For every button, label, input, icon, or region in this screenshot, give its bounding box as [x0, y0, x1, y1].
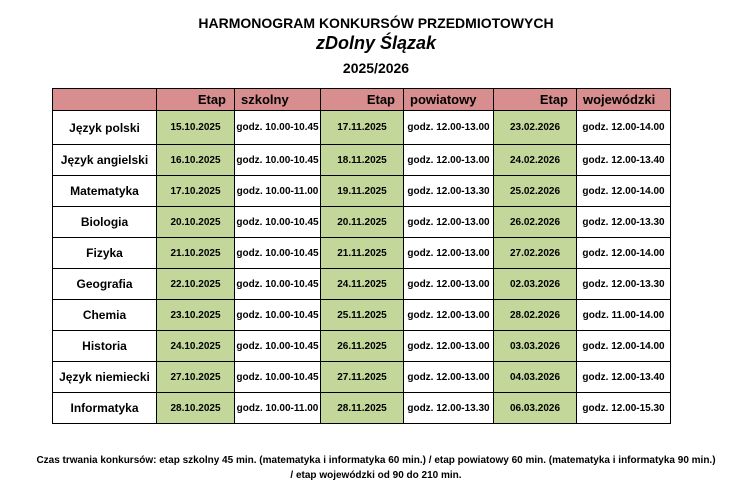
header-stage-county: powiatowy: [404, 89, 494, 111]
footer-note-line1: Czas trwania konkursów: etap szkolny 45 min. (matematyka i informatyka 60 min.) / etap powiatowy 60 min. (matematyka i informatyka 90 min.): [36, 455, 716, 466]
voivodeship-date-cell: 04.03.2026: [494, 362, 577, 393]
table-header-row: [53, 89, 671, 111]
table-row: [53, 145, 671, 176]
voivodeship-date-cell: 27.02.2026: [494, 238, 577, 269]
school-date-cell: 16.10.2025: [157, 145, 235, 176]
county-time-cell: godz. 12.00-13.00: [404, 207, 494, 238]
table-row: [53, 393, 671, 424]
school-time-cell: godz. 10.00-10.45: [235, 362, 321, 393]
voivodeship-time-cell: godz. 12.00-13.30: [577, 207, 671, 238]
voivodeship-date-cell: 03.03.2026: [494, 331, 577, 362]
header-etap-school: Etap: [157, 89, 235, 111]
school-year: 2025/2026: [342, 60, 410, 76]
voivodeship-date-cell: 24.02.2026: [494, 145, 577, 176]
voivodeship-time-cell: godz. 12.00-14.00: [577, 176, 671, 207]
subject-cell: Matematyka: [53, 176, 157, 207]
county-date-cell: 26.11.2025: [321, 331, 404, 362]
county-date-cell: 27.11.2025: [321, 362, 404, 393]
table-row: [53, 111, 671, 145]
county-date-cell: 19.11.2025: [321, 176, 404, 207]
school-date-cell: 21.10.2025: [157, 238, 235, 269]
county-time-cell: godz. 12.00-13.00: [404, 269, 494, 300]
school-date-cell: 17.10.2025: [157, 176, 235, 207]
county-time-cell: godz. 12.00-13.30: [404, 393, 494, 424]
county-time-cell: godz. 12.00-13.00: [404, 145, 494, 176]
school-time-cell: godz. 10.00-10.45: [235, 269, 321, 300]
school-date-cell: 15.10.2025: [157, 111, 235, 145]
table-row: [53, 207, 671, 238]
table-row: [53, 176, 671, 207]
subject-cell: Język angielski: [53, 145, 157, 176]
county-date-cell: 20.11.2025: [321, 207, 404, 238]
county-date-cell: 25.11.2025: [321, 300, 404, 331]
voivodeship-date-cell: 25.02.2026: [494, 176, 577, 207]
table-row: [53, 238, 671, 269]
school-time-cell: godz. 10.00-10.45: [235, 207, 321, 238]
school-date-cell: 24.10.2025: [157, 331, 235, 362]
school-time-cell: godz. 10.00-10.45: [235, 331, 321, 362]
school-time-cell: godz. 10.00-10.45: [235, 300, 321, 331]
header-stage-voivodeship: wojewódzki: [577, 89, 671, 111]
voivodeship-date-cell: 28.02.2026: [494, 300, 577, 331]
school-time-cell: godz. 10.00-11.00: [235, 393, 321, 424]
county-time-cell: godz. 12.00-13.00: [404, 331, 494, 362]
school-time-cell: godz. 10.00-10.45: [235, 238, 321, 269]
voivodeship-time-cell: godz. 12.00-13.30: [577, 269, 671, 300]
subject-cell: Biologia: [53, 207, 157, 238]
table-row: [53, 269, 671, 300]
document-subtitle: zDolny Ślązak: [315, 33, 437, 53]
subject-cell: Język polski: [53, 111, 157, 145]
county-date-cell: 17.11.2025: [321, 111, 404, 145]
voivodeship-time-cell: godz. 12.00-14.00: [577, 238, 671, 269]
county-date-cell: 24.11.2025: [321, 269, 404, 300]
subject-cell: Historia: [53, 331, 157, 362]
header-etap-county: Etap: [321, 89, 404, 111]
schedule-table: [52, 88, 671, 424]
voivodeship-time-cell: godz. 12.00-15.30: [577, 393, 671, 424]
county-date-cell: 21.11.2025: [321, 238, 404, 269]
county-time-cell: godz. 12.00-13.00: [404, 300, 494, 331]
voivodeship-time-cell: godz. 12.00-13.40: [577, 145, 671, 176]
voivodeship-time-cell: godz. 12.00-13.40: [577, 362, 671, 393]
header-blank-cell: [53, 89, 157, 111]
voivodeship-time-cell: godz. 11.00-14.00: [577, 300, 671, 331]
table-row: [53, 331, 671, 362]
voivodeship-date-cell: 06.03.2026: [494, 393, 577, 424]
school-date-cell: 28.10.2025: [157, 393, 235, 424]
voivodeship-date-cell: 02.03.2026: [494, 269, 577, 300]
subject-cell: Chemia: [53, 300, 157, 331]
county-time-cell: godz. 12.00-13.00: [404, 111, 494, 145]
county-time-cell: godz. 12.00-13.00: [404, 362, 494, 393]
school-date-cell: 22.10.2025: [157, 269, 235, 300]
county-time-cell: godz. 12.00-13.30: [404, 176, 494, 207]
school-date-cell: 20.10.2025: [157, 207, 235, 238]
school-time-cell: godz. 10.00-10.45: [235, 145, 321, 176]
header-etap-voivodeship: Etap: [494, 89, 577, 111]
school-time-cell: godz. 10.00-11.00: [235, 176, 321, 207]
table-row: [53, 300, 671, 331]
voivodeship-date-cell: 26.02.2026: [494, 207, 577, 238]
subject-cell: Fizyka: [53, 238, 157, 269]
subject-cell: Geografia: [53, 269, 157, 300]
document-title: HARMONOGRAM KONKURSÓW PRZEDMIOTOWYCH: [198, 15, 554, 31]
county-date-cell: 18.11.2025: [321, 145, 404, 176]
footer-note-line2: / etap wojewódzki od 90 do 210 min.: [290, 470, 462, 481]
subject-cell: Informatyka: [53, 393, 157, 424]
table-row: [53, 362, 671, 393]
school-time-cell: godz. 10.00-10.45: [235, 111, 321, 145]
subject-cell: Język niemiecki: [53, 362, 157, 393]
school-date-cell: 23.10.2025: [157, 300, 235, 331]
voivodeship-date-cell: 23.02.2026: [494, 111, 577, 145]
county-date-cell: 28.11.2025: [321, 393, 404, 424]
header-stage-school: szkolny: [235, 89, 321, 111]
county-time-cell: godz. 12.00-13.00: [404, 238, 494, 269]
school-date-cell: 27.10.2025: [157, 362, 235, 393]
voivodeship-time-cell: godz. 12.00-14.00: [577, 331, 671, 362]
voivodeship-time-cell: godz. 12.00-14.00: [577, 111, 671, 145]
